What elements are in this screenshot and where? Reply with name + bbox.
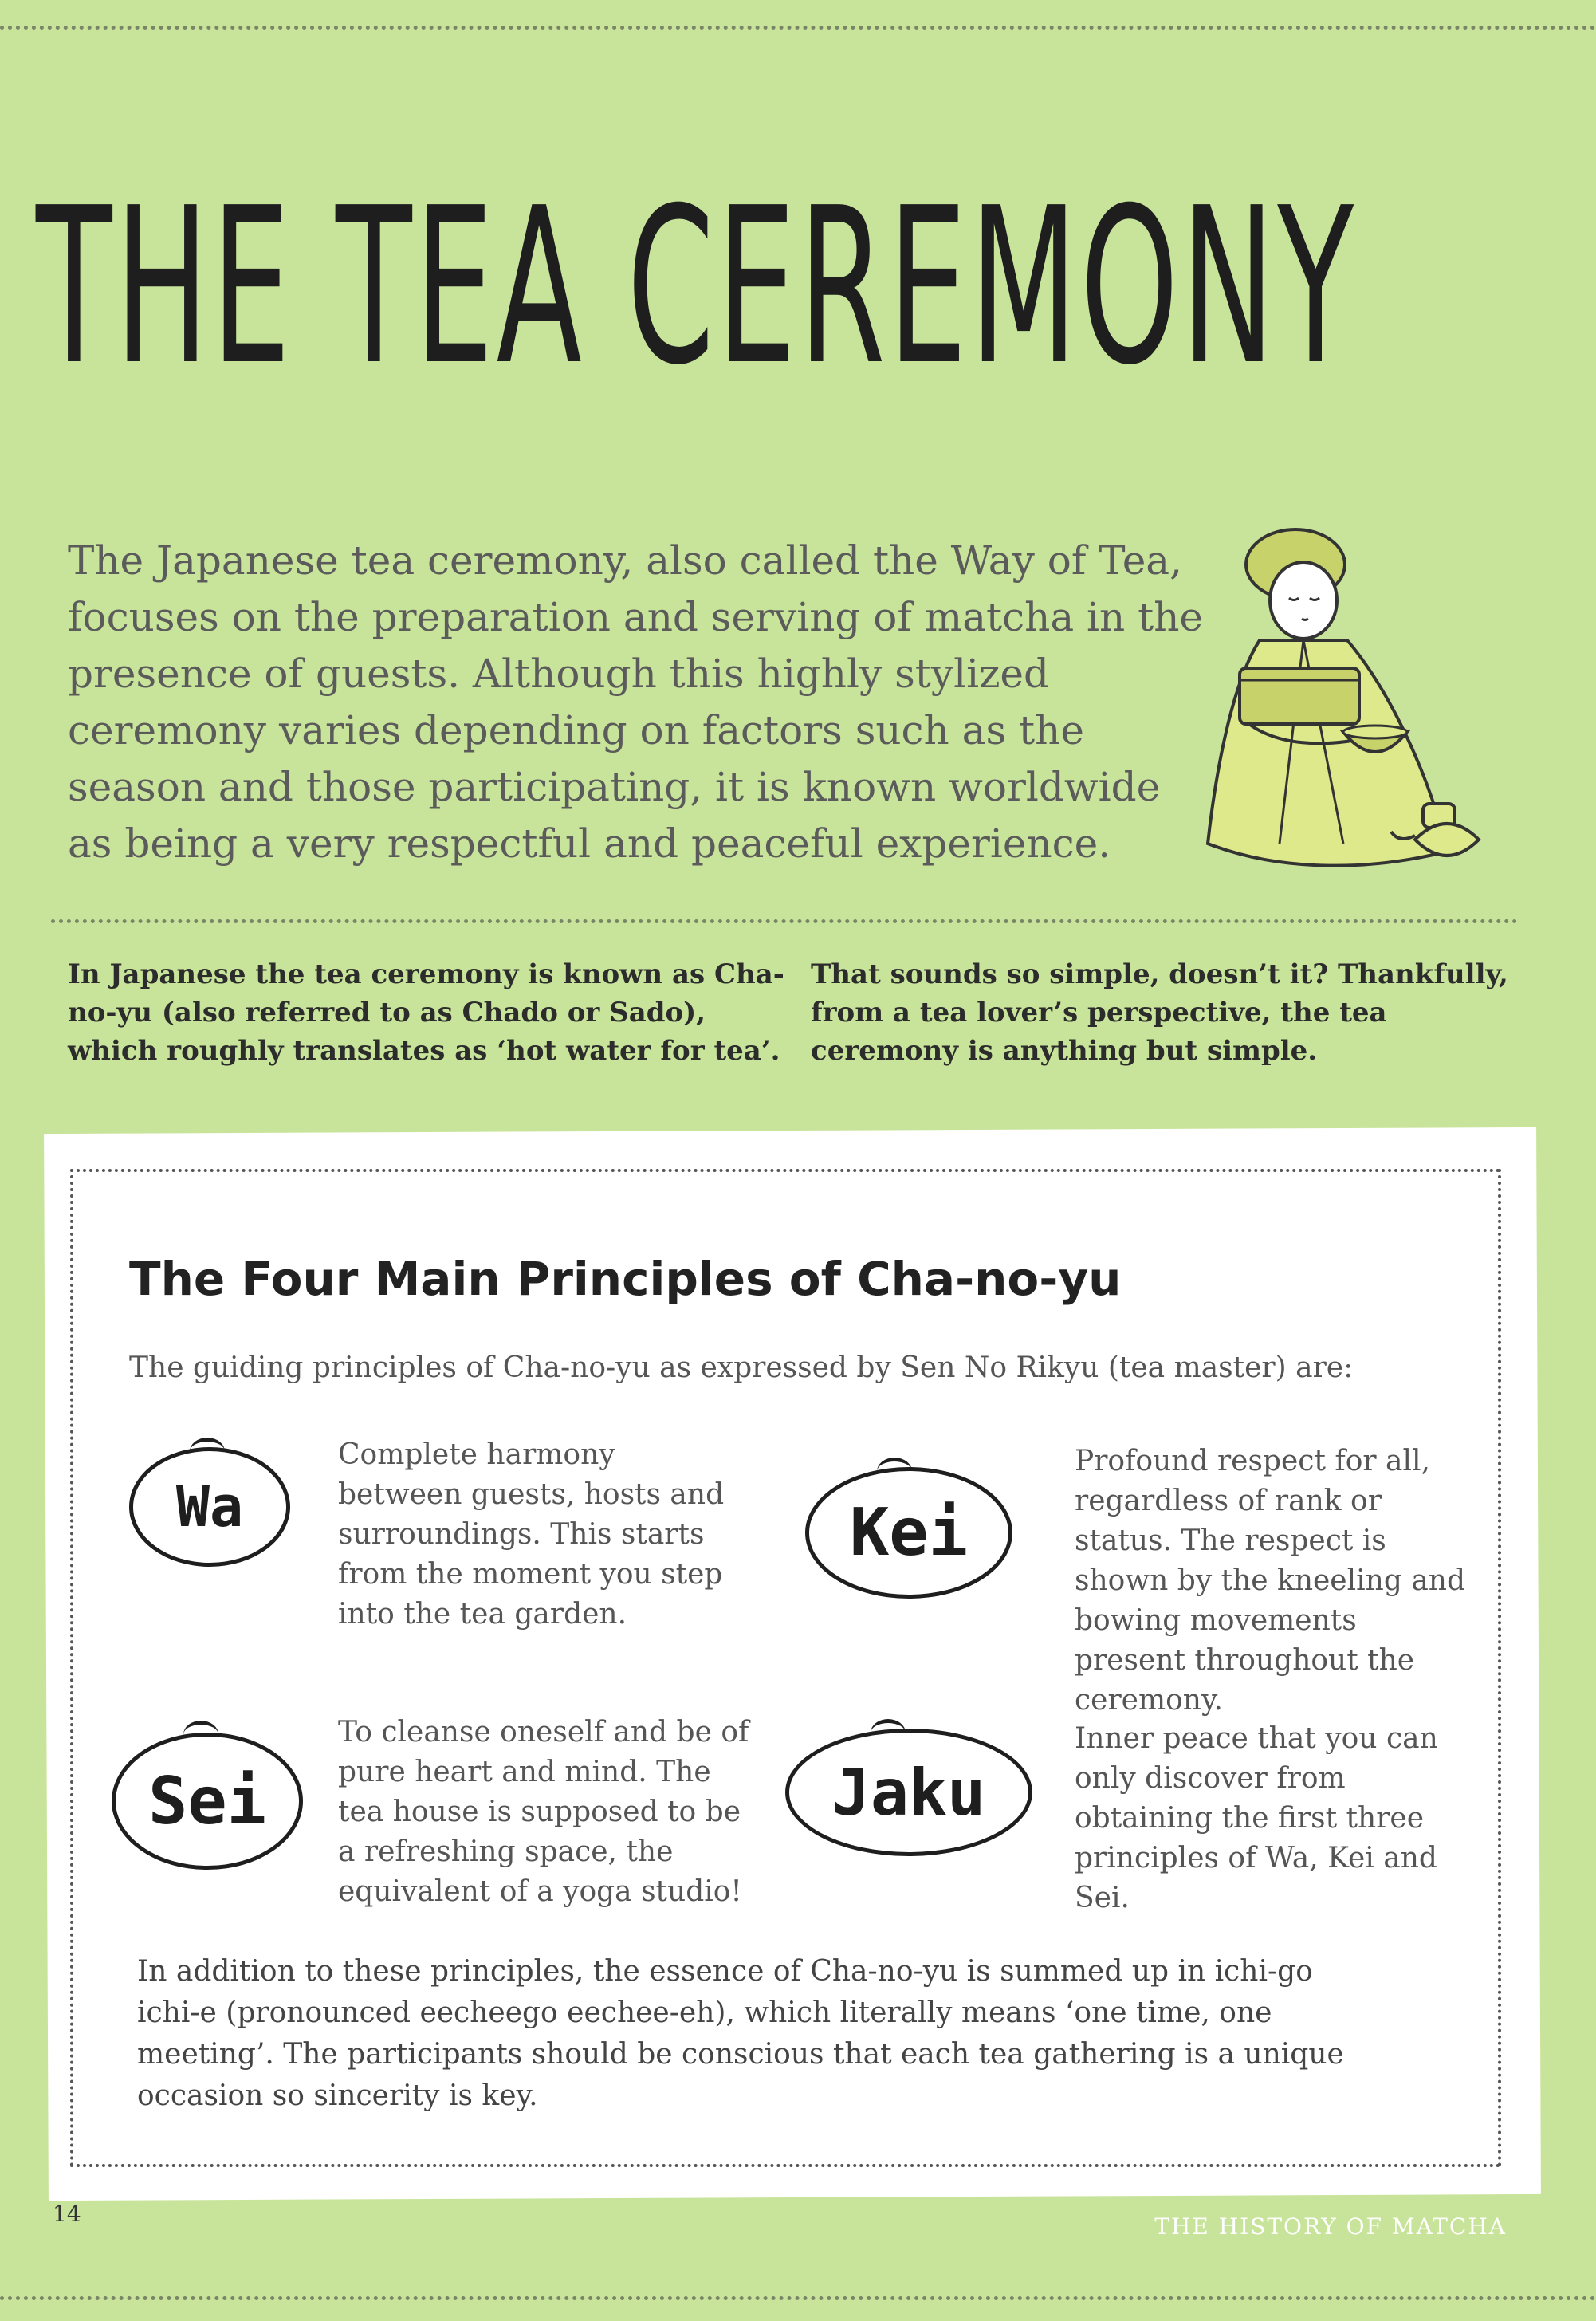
principle-badge-jaku bbox=[785, 1729, 1032, 1856]
principle-name-kei: Kei bbox=[849, 1495, 969, 1571]
principle-name-wa: Wa bbox=[175, 1474, 244, 1540]
principle-badge-sei bbox=[112, 1733, 303, 1870]
panel-heading: The Four Main Principles of Cha-no-yu bbox=[129, 1252, 1122, 1306]
principle-text-kei: Profound respect for all, regardless of rank or status. The respect is shown by the kneeling and bowing movements present throughout the ceremony. bbox=[1075, 1445, 1466, 1717]
badge-tail-kei bbox=[877, 1458, 912, 1485]
top-dotted-rule bbox=[0, 26, 1596, 30]
tea-master-illustration bbox=[1184, 509, 1487, 883]
panel-footer-paragraph: In addition to these principles, the essence of Cha-no-yu is summed up in ichi-go ichi-e (pronounced eecheego eechee-eh), which literally means ‘one time, one meeting’. The participants should be conscious that each tea gathering is a unique occasion so sincerity is key. bbox=[137, 1955, 1344, 2112]
bottom-dotted-rule bbox=[0, 2296, 1596, 2300]
column-left-text: In Japanese the tea ceremony is known as Cha-no-yu (also referred to as Chado or Sado), which roughly translates as ‘hot water for tea’. bbox=[68, 958, 784, 1067]
principle-text-wa: Complete harmony between guests, hosts and surroundings. This starts from the moment you step into the tea garden. bbox=[338, 1438, 725, 1631]
column-right-text: That sounds so simple, doesn’t it? Thankfully, from a tea lover’s perspective, the tea ceremony is anything but simple. bbox=[811, 958, 1508, 1067]
principle-name-sei: Sei bbox=[147, 1763, 267, 1839]
principle-badge-kei bbox=[805, 1467, 1012, 1599]
panel-subtitle: The guiding principles of Cha-no-yu as expressed by Sen No Rikyu (tea master) are: bbox=[129, 1351, 1354, 1384]
page-title: THE TEA CEREMONY bbox=[36, 161, 1357, 412]
principle-name-jaku: Jaku bbox=[831, 1755, 986, 1830]
page-number: 14 bbox=[53, 2201, 81, 2227]
principle-text-sei: To cleanse oneself and be of pure heart and mind. The tea house is supposed to be a refreshing space, the equivalent of a yoga studio! bbox=[338, 1716, 749, 1908]
running-head: THE HISTORY OF MATCHA bbox=[1154, 2213, 1507, 2240]
principle-text-jaku: Inner peace that you can only discover from obtaining the first three principles of Wa, Kei and Sei. bbox=[1075, 1722, 1438, 1914]
badge-tail-wa bbox=[190, 1438, 225, 1465]
badge-tail-jaku bbox=[871, 1719, 906, 1747]
section-dotted-rule bbox=[51, 919, 1518, 923]
intro-paragraph: The Japanese tea ceremony, also called the Way of Tea, focuses on the preparation and serving of matcha in the presence of guests. Although this highly stylized ceremony varies depending on factors such as the season and those participating, it is known worldwide as being a very respectful and peaceful experience. bbox=[68, 537, 1203, 867]
badge-tail-sei bbox=[183, 1721, 218, 1749]
